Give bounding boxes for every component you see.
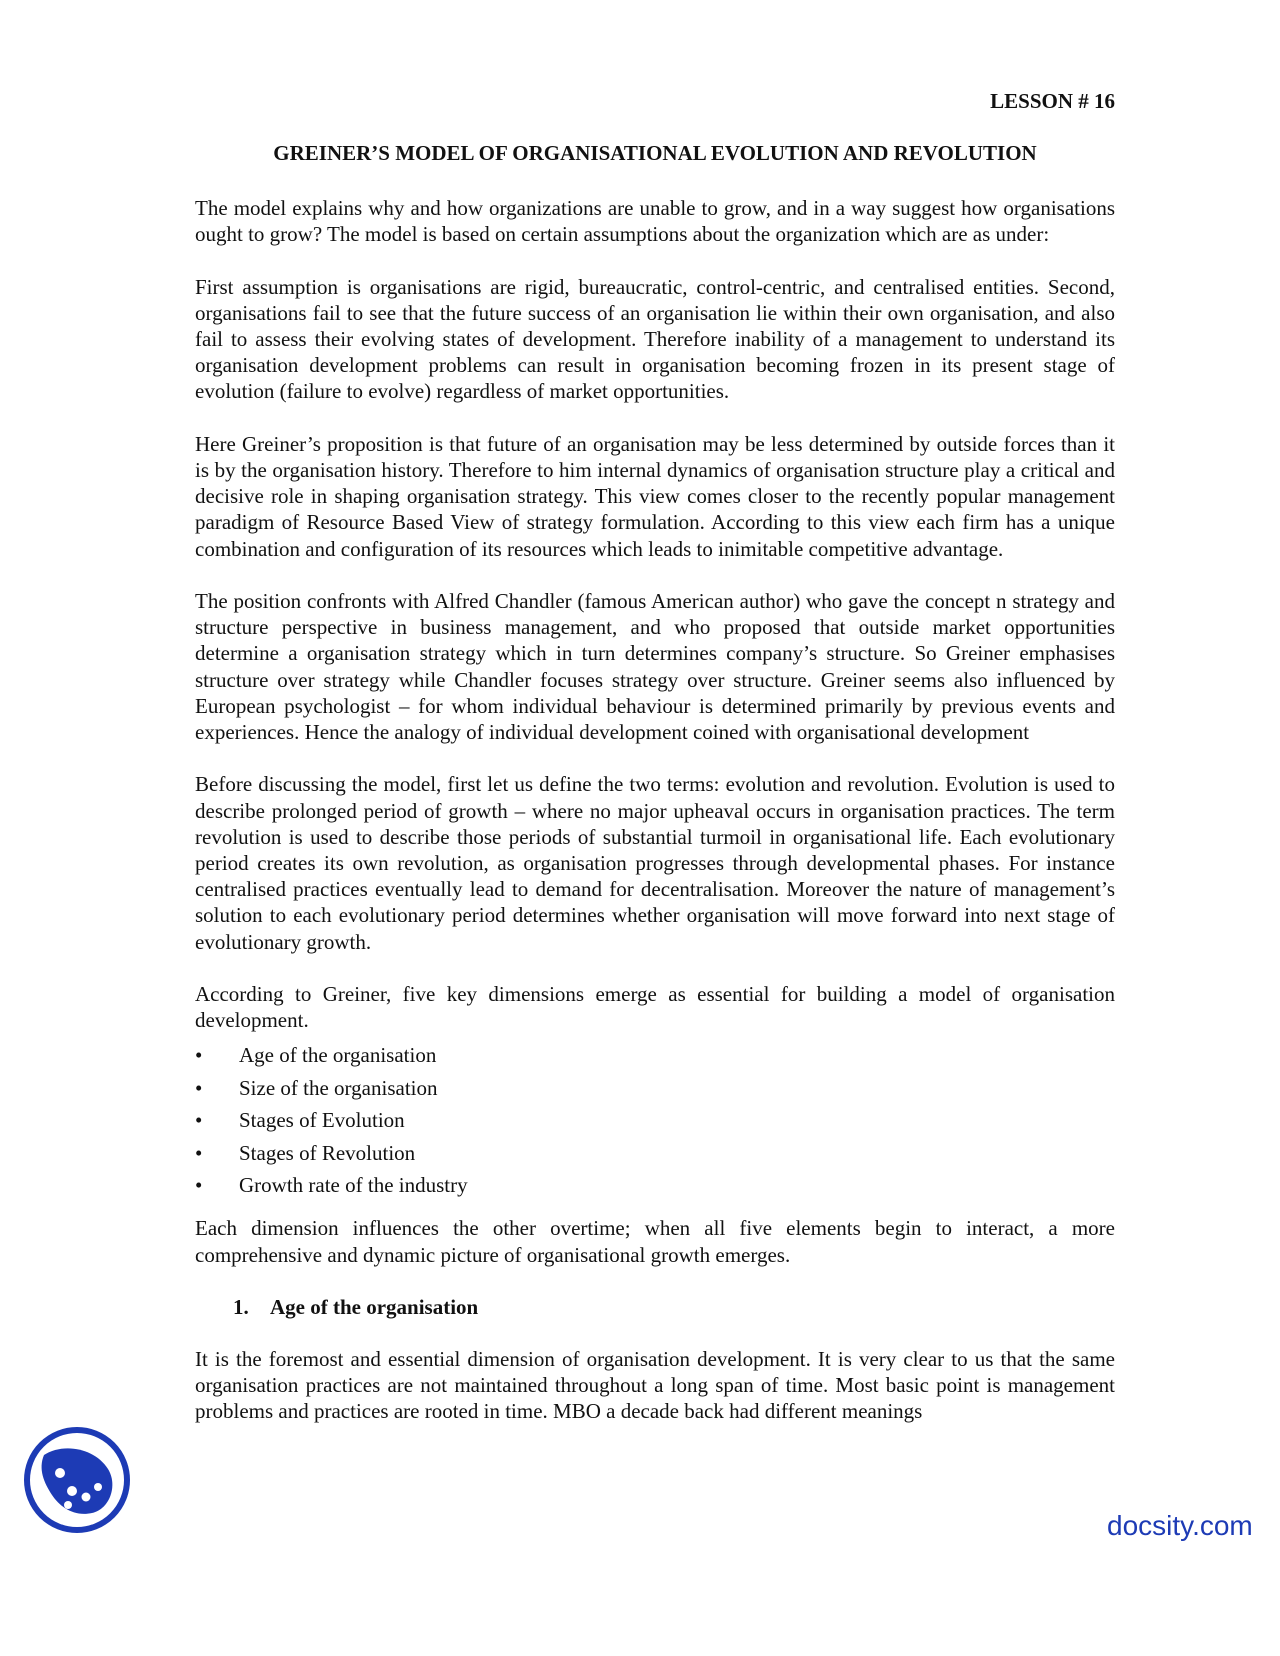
bullet-icon: • [195,1140,203,1165]
list-item [195,1169,1115,1201]
bullet-icon: • [195,1043,203,1068]
list-item [195,1072,1115,1104]
list-item-text: Stages of Revolution [239,1140,416,1165]
dimensions-list [195,1039,1115,1201]
list-item-text: Stages of Evolution [239,1108,405,1133]
docsity-logo-icon[interactable] [22,1425,132,1535]
lesson-number: LESSON # 16 [990,89,1115,113]
list-item [195,1104,1115,1136]
bullet-icon: • [195,1108,203,1133]
list-item-text: Growth rate of the industry [239,1173,468,1198]
section-heading-text: Age of the organisation [270,1295,479,1320]
paragraph-chandler: The position confronts with Alfred Chandler (famous American author) who gave the concept n strategy and structure perspective in business management, and who proposed that outside market opportunities determine a organisation strategy which in turn determines company’s structure. So Greiner emphasises structure over strategy while Chandler focuses strategy over structure. Greiner seems also influenced by European psychologist – for whom individual behaviour is determined primarily by previous events and experiences. Hence the analogy of individual development coined with organisational development [195,589,1115,745]
paragraph-interaction: Each dimension influences the other overtime; when all five elements begin to interact, a more comprehensive and dynamic picture of organisational growth emerges. [195,1216,1115,1267]
paragraph-assumptions: First assumption is organisations are rigid, bureaucratic, control-centric, and centralised entities. Second, organisations fail to see that the future success of an organisation lie within their own organisation, and also fail to assess their evolving states of development. Therefore inability of a management to understand its organisation development problems can result in organisation becoming frozen in its present stage of evolution (failure to evolve) regardless of market opportunities. [195,274,1115,404]
section-heading [195,1294,1115,1320]
list-item [195,1039,1115,1071]
bullet-icon: • [195,1075,203,1100]
list-item-text: Size of the organisation [239,1075,438,1100]
section-number: 1. [233,1295,249,1320]
paragraph-age: It is the foremost and essential dimension of organisation development. It is very clear to us that the same organisation practices are not maintained throughout a long span of time. Most basic point is management problems and practices are rooted in time. MBO a decade back had different meanings [195,1347,1115,1424]
docsity-watermark[interactable]: docsity.com [1107,1510,1253,1541]
list-item-text: Age of the organisation [239,1043,437,1068]
paragraph-intro: The model explains why and how organizations are unable to grow, and in a way suggest how organisations ought to grow? The model is based on certain assumptions about the organization which are as under: [195,196,1115,247]
list-item [195,1137,1115,1169]
paragraph-proposition: Here Greiner’s proposition is that future of an organisation may be less determined by outside forces than it is by the organisation history. Therefore to him internal dynamics of organisation structure play a critical and decisive role in shaping organisation strategy. This view comes closer to the recently popular management paradigm of Resource Based View of strategy formulation. According to this view each firm has a unique combination and configuration of its resources which leads to inimitable competitive advantage. [195,431,1115,561]
document-title: GREINER’S MODEL OF ORGANISATIONAL EVOLUTION AND REVOLUTION [273,141,1037,165]
bullet-icon: • [195,1173,203,1198]
paragraph-dimensions: According to Greiner, five key dimensions emerge as essential for building a model of organisation development. [195,982,1115,1033]
paragraph-definitions: Before discussing the model, first let us define the two terms: evolution and revolution. Evolution is used to describe prolonged period of growth – where no major upheaval occurs in organisation practices. The term revolution is used to describe those periods of substantial turmoil in organisational life. Each evolutionary period creates its own revolution, as organisation progresses through developmental phases. For instance centralised practices eventually lead to demand for decentralisation. Moreover the nature of management’s solution to each evolutionary period determines whether organisation will move forward into next stage of evolutionary growth. [195,772,1115,954]
document-body [195,195,1115,1451]
